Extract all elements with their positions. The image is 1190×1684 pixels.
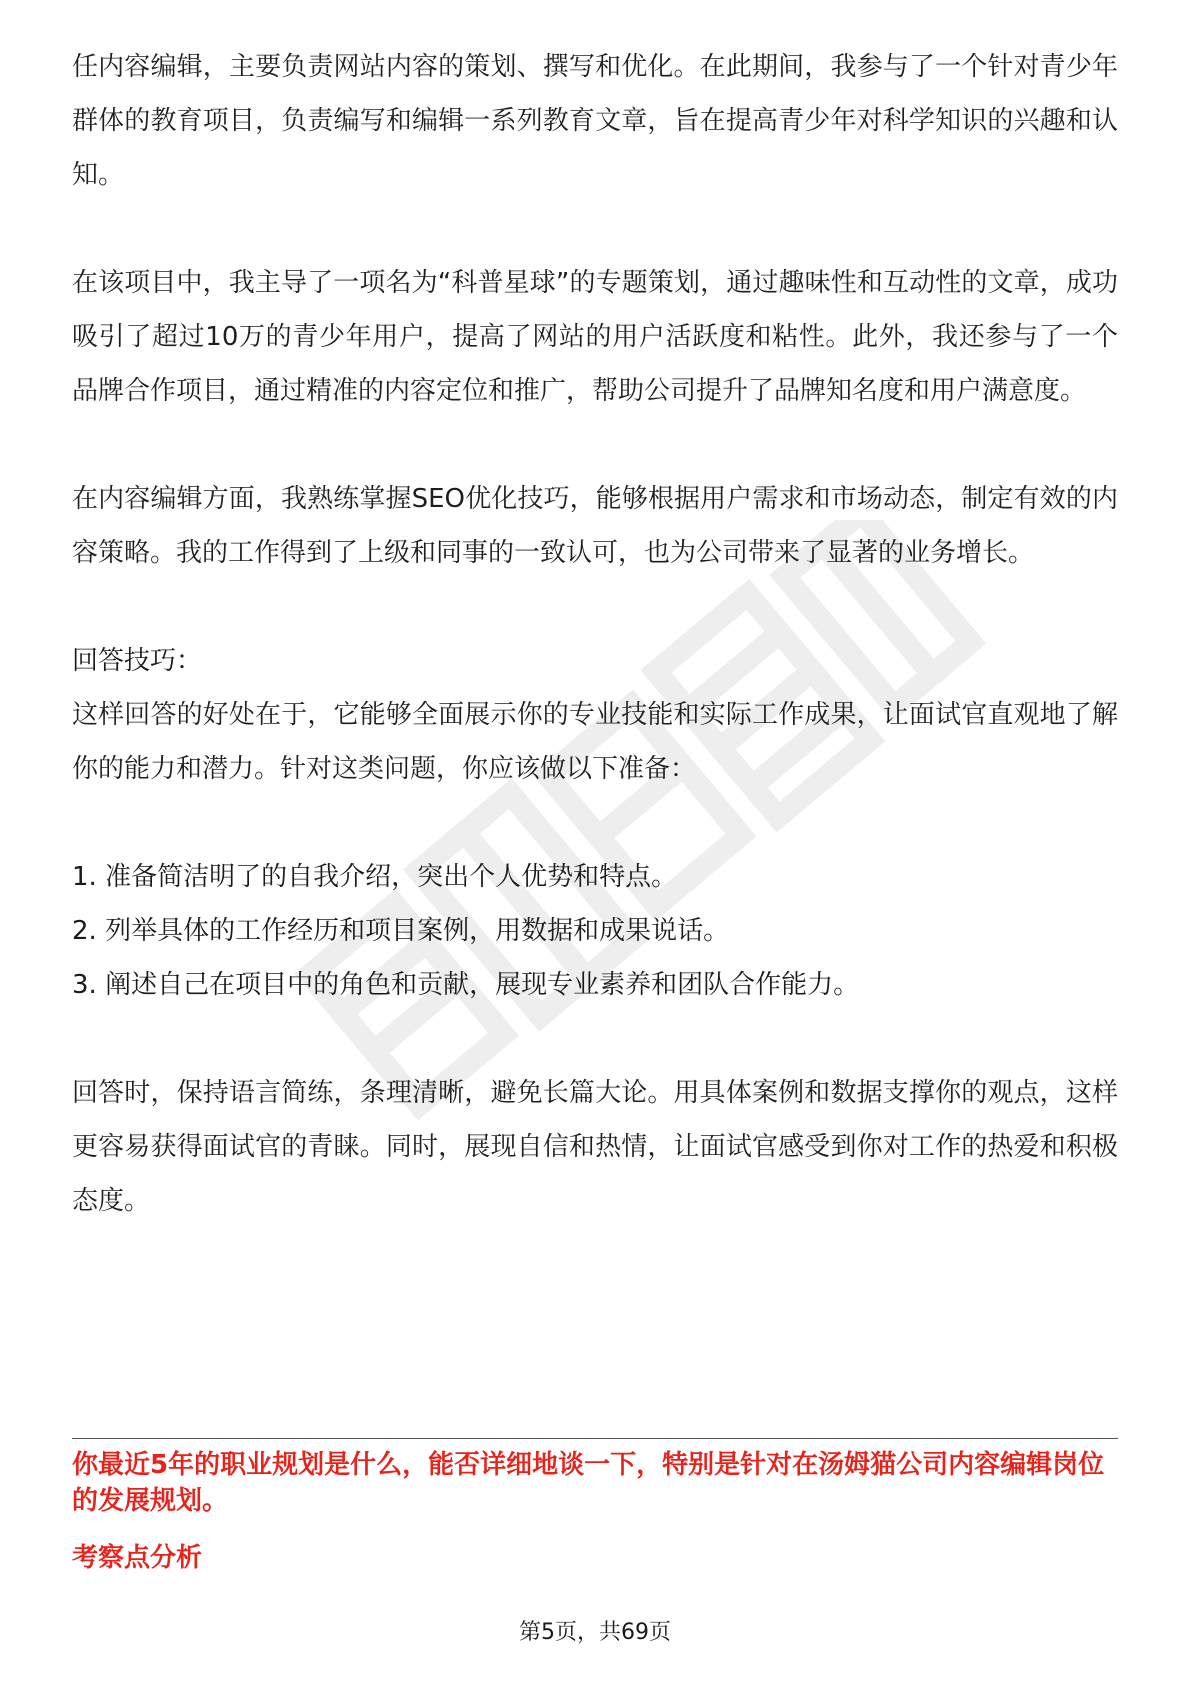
tips-closing: 回答时，保持语言简练，条理清晰，避免长篇大论。用具体案例和数据支撑你的观点，这样更容易获得面试官的青睐。同时，展现自信和热情，让面试官感受到你对工作的热爱和积极态度。 — [72, 1078, 1118, 1216]
tips-list-item: 2. 列举具体的工作经历和项目案例，用数据和成果说话。 — [72, 916, 730, 946]
analysis-heading: 考察点分析 — [72, 1543, 203, 1573]
tips-intro: 这样回答的好处在于，它能够全面展示你的专业技能和实际工作成果，让面试官直观地了解你的能力和潜力。针对这类问题，你应该做以下准备： — [72, 700, 1118, 784]
page-footer: 第5页，共69页 — [519, 1620, 671, 1645]
tips-list-item: 1. 准备简洁明了的自我介绍，突出个人优势和特点。 — [72, 862, 678, 892]
paragraph-experience: 任内容编辑，主要负责网站内容的策划、撰写和优化。在此期间，我参与了一个针对青少年群体的教育项目，负责编写和编辑一系列教育文章，旨在提高青少年对科学知识的兴趣和认知。 — [72, 52, 1118, 190]
section-divider — [72, 1438, 1118, 1439]
paragraph-skills: 在内容编辑方面，我熟练掌握SEO优化技巧，能够根据用户需求和市场动态，制定有效的内容策略。我的工作得到了上级和同事的一致认可，也为公司带来了显著的业务增长。 — [72, 484, 1118, 568]
tips-label: 回答技巧： — [72, 646, 203, 676]
interview-question: 你最近5年的职业规划是什么，能否详细地谈一下，特别是针对在汤姆猫公司内容编辑岗位的发展规划。 — [72, 1450, 1105, 1516]
tips-list-item: 3. 阐述自己在项目中的角色和贡献，展现专业素养和团队合作能力。 — [72, 970, 860, 1000]
paragraph-project: 在该项目中，我主导了一项名为“科普星球”的专题策划，通过趣味性和互动性的文章，成功吸引了超过10万的青少年用户，提高了网站的用户活跃度和粘性。此外，我还参与了一个品牌合作项目，通过精准的内容定位和推广，帮助公司提升了品牌知名度和用户满意度。 — [72, 268, 1118, 406]
document-body — [72, 40, 1118, 1228]
